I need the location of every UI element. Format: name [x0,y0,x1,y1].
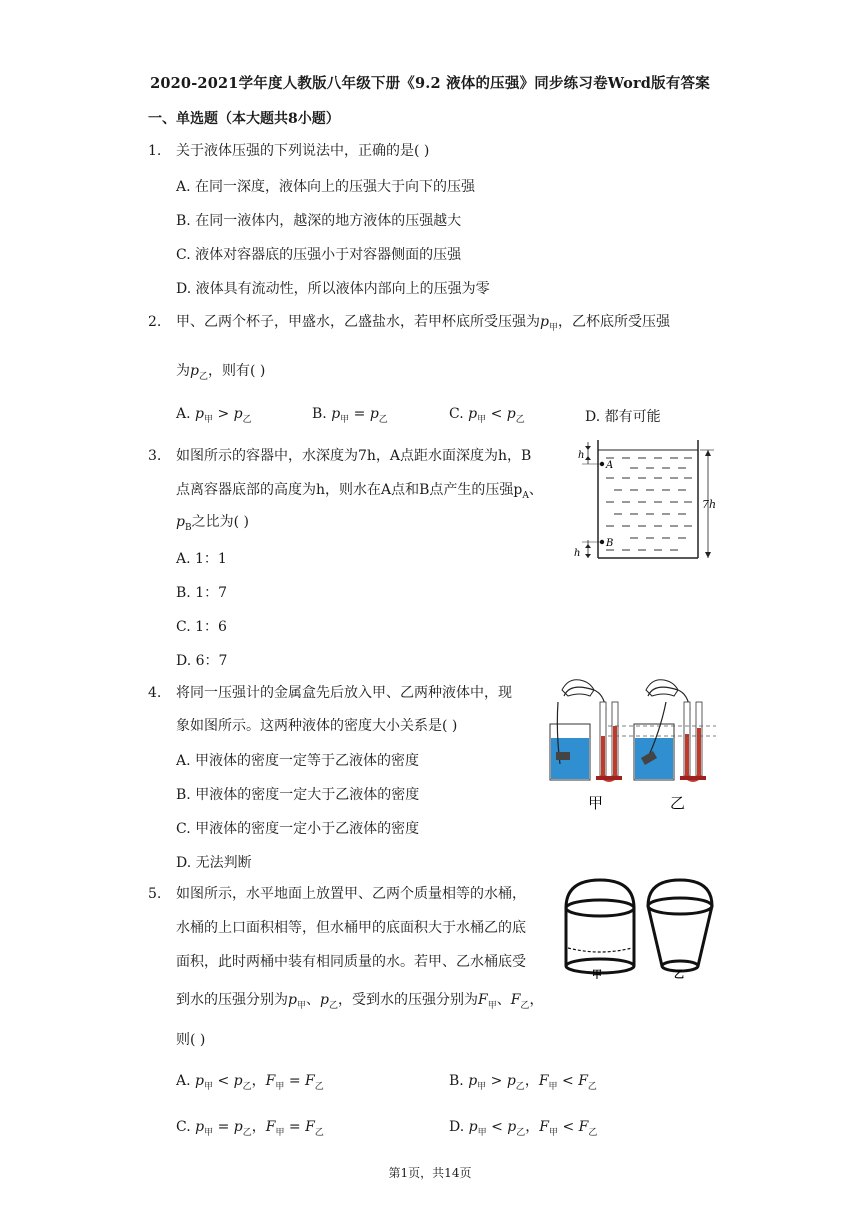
question-5-option-d: D. $p_甲 < p_乙$，$F_甲 < F_乙$ [449,1119,598,1138]
page-footer: 第1页，共14页 [388,1166,472,1180]
question-3-line-1: 如图所示的容器中，水深度为7h，A点距水面深度为h，B [176,448,532,464]
point-b-label: B [606,538,614,549]
question-3-option-c: C. 1：6 [176,619,227,635]
question-5-line-3: 面积，此时两桶中装有相同质量的水。若甲、乙水桶底受 [176,954,526,970]
bottom-h-label: h [574,548,581,559]
point-b-dot [600,540,604,544]
question-1-option-c: C. 液体对容器底的压强小于对容器侧面的压强 [176,247,462,263]
question-2-option-c: C. $p_甲 < p_乙$ [449,406,525,425]
buckets-figure [556,876,716,980]
question-5-line-2: 水桶的上口面积相等，但水桶甲的底面积大于水桶乙的底 [176,920,526,936]
pressure-gauge-figure [548,668,720,818]
top-h-label: h [578,450,585,461]
bucket-yi [648,880,712,971]
container-depth-figure [570,436,720,566]
document-title: 2020-2021学年度人教版八年级下册《9.2 液体的压强》同步练习卷Word版有答案 [150,75,710,92]
question-1-option-d: D. 液体具有流动性，所以液体内部向上的压强为零 [176,281,490,297]
question-2-option-b: B. $p_甲 = p_乙$ [312,406,388,425]
question-2-option-d: D. 都有可能 [585,409,661,425]
gauge-setup-yi [634,680,706,781]
section-heading: 一、单选题（本大题共8小题） [148,111,340,127]
bucket-label-yi: 乙 [674,970,684,980]
question-3-line-3: $p_B$之比为( ) [176,514,249,533]
question-4-option-c: C. 甲液体的密度一定小于乙液体的密度 [176,821,420,837]
question-1-option-b: B. 在同一液体内，越深的地方液体的压强越大 [176,213,462,229]
question-5-number: 5. [148,886,162,902]
depth-7h-label: 7h [702,498,717,511]
question-4-option-d: D. 无法判断 [176,855,252,871]
point-a-label: A [606,460,614,471]
label-jia: 甲 [588,794,604,812]
question-3-option-d: D. 6：7 [176,653,228,669]
question-4-option-a: A. 甲液体的密度一定等于乙液体的密度 [176,753,420,769]
question-5-line-4: 到水的压强分别为$p_甲$、$p_乙$，受到水的压强分别为$F_甲$、$F_乙$， [176,992,544,1011]
gauge-setup-jia [550,680,622,781]
question-2-option-a: A. $p_甲 > p_乙$ [176,406,252,425]
question-1-option-a: A. 在同一深度，液体向上的压强大于向下的压强 [176,179,476,195]
bucket-label-jia: 甲 [592,970,602,980]
question-5-option-b: B. $p_甲 > p_乙$，$F_甲 < F_乙$ [449,1073,597,1092]
question-3-number: 3. [148,448,162,464]
question-1-number: 1. [148,143,162,159]
question-4-option-b: B. 甲液体的密度一定大于乙液体的密度 [176,787,420,803]
question-4-number: 4. [148,685,162,701]
question-5-line-1: 如图所示，水平地面上放置甲、乙两个质量相等的水桶， [176,886,526,902]
question-4-line-1: 将同一压强计的金属盒先后放入甲、乙两种液体中，现 [176,685,512,701]
question-2-line-2: 为$p_乙$，则有( ) [176,363,266,382]
point-a-dot [600,462,604,466]
question-3-option-b: B. 1：7 [176,585,228,601]
question-3-option-a: A. 1：1 [176,551,227,567]
label-yi: 乙 [670,794,686,812]
question-2-line-1: 甲、乙两个杯子，甲盛水，乙盛盐水，若甲杯底所受压强为$p_甲$，乙杯底所受压强 [176,314,670,333]
question-3-line-2: 点离容器底部的高度为h，则水在A点和B点产生的压强$p_A$、 [176,482,543,501]
question-2-number: 2. [148,314,162,330]
bucket-jia [566,880,634,973]
question-1-stem: 关于液体压强的下列说法中，正确的是( ) [176,143,430,159]
question-4-line-2: 象如图所示。这两种液体的密度大小关系是( ) [176,718,458,734]
question-5-option-c: C. $p_甲 = p_乙$，$F_甲 = F_乙$ [176,1119,324,1138]
question-5-option-a: A. $p_甲 < p_乙$，$F_甲 = F_乙$ [176,1073,324,1092]
question-5-line-5: 则( ) [176,1032,206,1048]
